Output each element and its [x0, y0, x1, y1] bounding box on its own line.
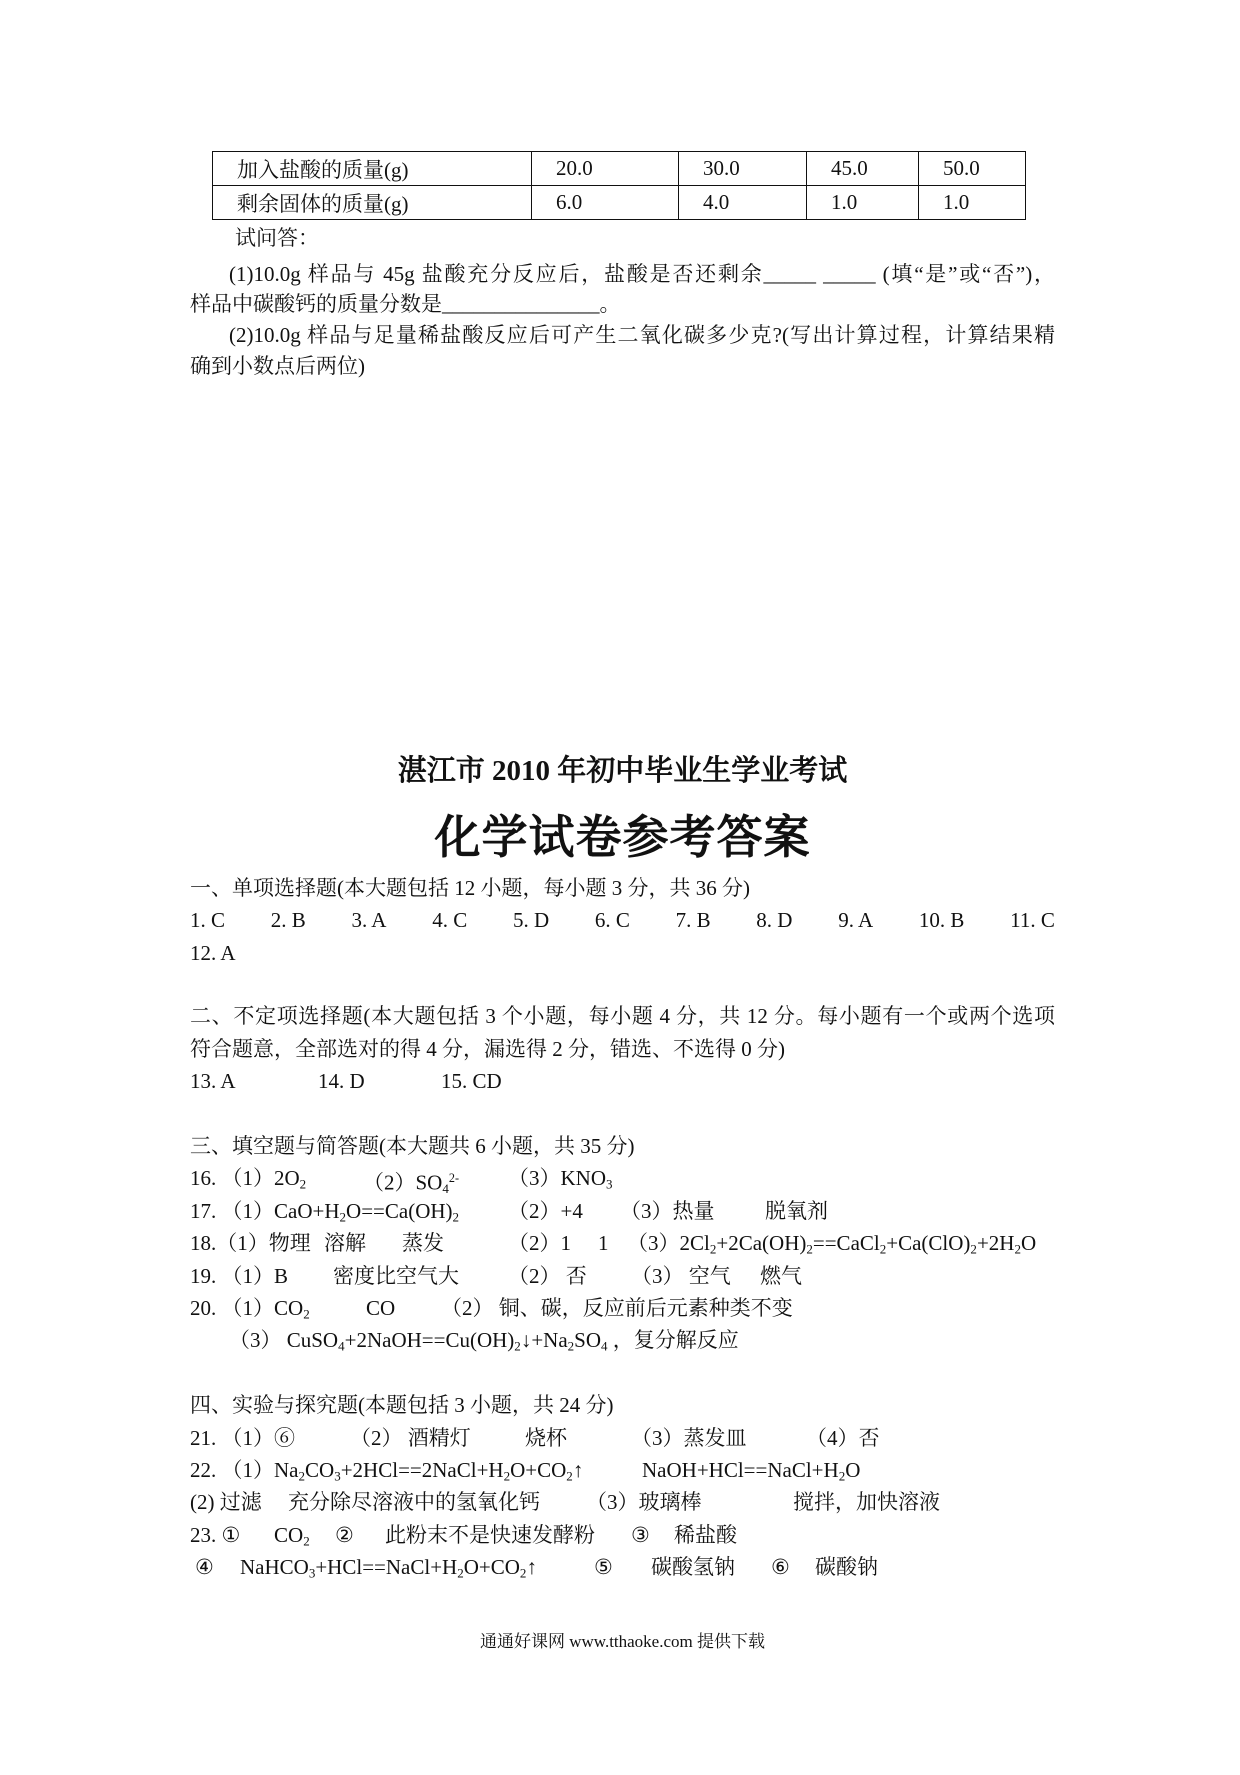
table-cell-value: 30.0 [679, 152, 807, 186]
answer-19 [190, 1260, 1055, 1292]
answer-18-part-1 [190, 1227, 311, 1259]
question-2-line-2: 确到小数点后两位) [190, 354, 365, 378]
answer-19-part-1 [190, 1260, 288, 1292]
text-run: SO [574, 1328, 602, 1352]
text-run: 烧杯 [525, 1426, 567, 1450]
text-run: 蒸发 [402, 1231, 444, 1255]
answer-23-part-1 [190, 1519, 240, 1551]
answer-18-part-2 [324, 1227, 366, 1259]
answer-18-part-3 [402, 1227, 444, 1259]
subscript: 2 [879, 1241, 887, 1257]
answer-18 [190, 1227, 1055, 1259]
answer-21-part-2 [350, 1422, 471, 1454]
text-run: 搅拌，加快溶液 [793, 1490, 940, 1514]
table-row-label: 剩余固体的质量(g) [213, 186, 532, 220]
text-run: （2） 铜、碳，反应前后元素种类不变 [441, 1296, 793, 1320]
text-run: （3）热量 [620, 1199, 715, 1223]
text-run: （2）SO [363, 1170, 443, 1195]
text-run: （2） 酒精灯 [350, 1426, 471, 1450]
text-run: O==Ca(OH) [346, 1199, 453, 1223]
answer-item: 14. D [318, 1069, 365, 1093]
answer-item: 6. C [594, 908, 630, 932]
text-run: NaOH+HCl==NaCl+H [642, 1458, 839, 1482]
text-run: ② [335, 1523, 354, 1547]
answer-item: 4. C [432, 908, 468, 932]
answer-21-part-4 [631, 1422, 747, 1454]
answer-item: 2. B [270, 908, 306, 932]
subscript: 2 [514, 1338, 521, 1354]
text-run: 燃气 [760, 1264, 802, 1288]
subscript: 2 [519, 1565, 527, 1581]
table-cell-value: 6.0 [532, 186, 679, 220]
answer-23-part-10 [651, 1551, 735, 1583]
text-run: +Ca(ClO) [886, 1231, 971, 1255]
page-footer: 通通好课网 www.tthaoke.com 提供下载 [479, 1632, 766, 1651]
text-run: （2） 否 [508, 1264, 587, 1288]
subscript: 3 [606, 1176, 613, 1192]
text-run: （3） 空气 [631, 1264, 731, 1288]
answer-item: 7. B [675, 908, 711, 932]
text-run: 此粉末不是快速发酵粉 [385, 1523, 595, 1547]
answer-23-part-12 [815, 1551, 878, 1583]
question-prompt: 试问答： [235, 226, 319, 250]
text-run: +2NaOH==Cu(OH) [344, 1328, 515, 1352]
text-run: （3）2Cl [627, 1231, 710, 1255]
subscript: 2 [838, 1468, 846, 1484]
answer-23-part-5 [631, 1519, 650, 1551]
table-row [213, 186, 1026, 220]
table-cell-value: 45.0 [807, 152, 919, 186]
subscript: 2 [303, 1306, 310, 1322]
text-run: O [1020, 1231, 1037, 1255]
answer-19-part-5 [760, 1260, 802, 1292]
text-run: 溶解 [324, 1231, 366, 1255]
text-run: 18.（1）物理 [190, 1231, 311, 1255]
answer-20 [190, 1292, 1055, 1324]
text-run: 23. ① [190, 1523, 241, 1547]
answer-22-part-6 [793, 1486, 940, 1518]
answer-item-12: 12. A [190, 941, 236, 965]
answer-item: 15. CD [441, 1069, 502, 1093]
text-run: 16. （1）2O [190, 1166, 300, 1190]
answer-item: 11. C [1010, 908, 1055, 932]
subscript: 3 [308, 1565, 316, 1581]
answer-item: 9. A [838, 908, 874, 932]
superscript: 2- [448, 1171, 460, 1185]
answer-19-part-4 [631, 1260, 731, 1292]
text-run: 碳酸钠 [815, 1555, 878, 1579]
subscript: 2 [566, 1468, 573, 1484]
text-run: CO [305, 1458, 335, 1482]
answer-20-part-3 [441, 1292, 793, 1324]
answer-item: 3. A [351, 908, 387, 932]
answer-21-part-5 [806, 1422, 880, 1454]
section-4-heading: 四、实验与探究题(本题包括 3 小题，共 24 分) [190, 1393, 614, 1417]
table-row-label: 加入盐酸的质量(g) [213, 152, 532, 186]
section-2-heading-line-1: 二、不定项选择题(本大题包括 3 个小题，每小题 4 分，共 12 分。每小题有一个或两个选项 [190, 1004, 1055, 1028]
text-run: ↑ [526, 1555, 537, 1579]
answer-22 [190, 1454, 1055, 1486]
subscript: 2 [457, 1565, 464, 1581]
answer-22-part-4 [288, 1486, 540, 1518]
subscript: 4 [338, 1338, 345, 1354]
text-run: 脱氧剂 [765, 1199, 828, 1223]
text-run: 稀盐酸 [674, 1523, 737, 1547]
text-run: +HCl==NaCl+H [315, 1555, 458, 1579]
text-run: ==CaCl [812, 1231, 880, 1255]
answer-23-part-3 [335, 1519, 354, 1551]
subscript: 4 [601, 1338, 608, 1354]
text-run: 17. （1）CaO+H [190, 1199, 340, 1223]
text-run: （2）1 [508, 1231, 571, 1255]
answer-17-part-2 [508, 1195, 583, 1227]
answer-17-part-3 [620, 1195, 715, 1227]
section-2-heading-line-2: 符合题意，全部选对的得 4 分，漏选得 2 分，错选、不选得 0 分) [190, 1037, 785, 1061]
section-1-answers [190, 904, 1055, 936]
text-run: （3）玻璃棒 [586, 1490, 702, 1514]
text-run: （3） CuSO [229, 1328, 339, 1352]
text-run: +2Ca(OH) [716, 1231, 807, 1255]
subscript: 2 [503, 1468, 511, 1484]
data-table [212, 151, 1026, 220]
table-cell-value: 4.0 [679, 186, 807, 220]
text-run: ⑤ [594, 1555, 613, 1579]
table-cell-value: 1.0 [919, 186, 1026, 220]
section-3-heading: 三、填空题与简答题(本大题共 6 小题，共 35 分) [190, 1134, 635, 1158]
text-run: ，复分解反应 [607, 1328, 739, 1352]
question-1-line-2: 样品中碳酸钙的质量分数是_______________。 [190, 292, 621, 316]
text-run: 19. （1）B [190, 1264, 289, 1288]
answer-21-part-3 [525, 1422, 567, 1454]
answer-20-continued [190, 1324, 1055, 1356]
answer-21-part-1 [190, 1422, 295, 1454]
answer-item: 10. B [918, 908, 965, 932]
subscript: 2 [806, 1241, 813, 1257]
text-run: +2HCl==2NaCl+H [340, 1458, 504, 1482]
answer-item: 5. D [512, 908, 550, 932]
answer-17-part-4 [765, 1195, 828, 1227]
answer-17 [190, 1195, 1055, 1227]
table-cell-value: 20.0 [532, 152, 679, 186]
answer-18-part-5 [598, 1227, 609, 1259]
answer-16 [190, 1162, 1055, 1197]
text-run: （3）蒸发皿 [631, 1426, 747, 1450]
question-1-line-1: (1)10.0g 样品与 45g 盐酸充分反应后，盐酸是否还剩余_____ _____ (填“是”或“否”)， [229, 262, 1055, 286]
answer-18-part-4 [508, 1227, 571, 1259]
answer-23-part-7 [195, 1551, 214, 1583]
text-run: （2）+4 [508, 1199, 583, 1223]
subscript: 2 [1014, 1241, 1021, 1257]
subscript: 4 [442, 1181, 449, 1197]
subscript: 2 [970, 1241, 977, 1257]
text-run: CO [274, 1523, 304, 1547]
answer-22-continued [190, 1486, 1055, 1518]
answer-item: 13. A [190, 1069, 236, 1093]
answer-19-part-3 [508, 1260, 587, 1292]
text-run: ↓+Na [520, 1328, 568, 1352]
subscript: 2 [298, 1468, 306, 1484]
answer-key-subtitle: 化学试卷参考答案 [434, 812, 811, 863]
text-run: 1 [598, 1231, 609, 1255]
answer-23-part-8 [240, 1551, 537, 1590]
answer-23-part-9 [594, 1551, 613, 1583]
answer-23-part-11 [771, 1551, 790, 1583]
text-run: （4）否 [806, 1426, 880, 1450]
answer-22-part-5 [586, 1486, 702, 1518]
answer-item: 8. D [756, 908, 793, 932]
text-run: O+CO [463, 1555, 520, 1579]
answer-23-continued [190, 1551, 1055, 1583]
text-run: 20. （1）CO [190, 1296, 304, 1320]
section-2-answers [190, 1065, 1055, 1097]
answer-23-part-4 [385, 1519, 595, 1551]
text-run: +2H [976, 1231, 1015, 1255]
text-run: O [845, 1458, 861, 1482]
answer-20-part-2 [366, 1292, 395, 1324]
text-run: ④ [195, 1555, 214, 1579]
table-cell-value: 1.0 [807, 186, 919, 220]
answer-21 [190, 1422, 1055, 1454]
answer-22-part-3 [190, 1486, 262, 1518]
answer-23 [190, 1519, 1055, 1551]
text-run: ③ [631, 1523, 650, 1547]
text-run: NaHCO [240, 1555, 309, 1579]
subscript: 2 [299, 1176, 307, 1192]
text-run: 21. （1）⑥ [190, 1426, 295, 1450]
text-run: O+CO [510, 1458, 567, 1482]
subscript: 3 [334, 1468, 341, 1484]
answer-item: 1. C [190, 908, 226, 932]
subscript: 2 [452, 1209, 460, 1225]
answer-key-title: 湛江市 2010 年初中毕业生学业考试 [397, 755, 848, 787]
subscript: 2 [339, 1209, 347, 1225]
text-run: 22. （1）Na [190, 1458, 299, 1482]
answer-19-part-2 [333, 1260, 459, 1292]
text-run: CO [366, 1296, 396, 1320]
text-run: ⑥ [771, 1555, 790, 1579]
text-run: 密度比空气大 [333, 1264, 459, 1288]
subscript: 2 [567, 1338, 575, 1354]
text-run: (2) 过滤 [190, 1490, 262, 1514]
answer-20-part-4 [229, 1324, 739, 1363]
question-2-line-1: (2)10.0g 样品与足量稀盐酸反应后可产生二氧化碳多少克?(写出计算过程，计算结果精 [229, 323, 1055, 347]
answer-23-part-6 [674, 1519, 737, 1551]
text-run: ↑ [572, 1458, 584, 1482]
section-1-heading: 一、单项选择题(本大题包括 12 小题，每小题 3 分，共 36 分) [190, 876, 750, 900]
text-run: （3）KNO [508, 1166, 606, 1190]
table-row [213, 152, 1026, 186]
text-run: 碳酸氢钠 [651, 1555, 735, 1579]
text-run: 充分除尽溶液中的氢氧化钙 [288, 1490, 540, 1514]
table-cell-value: 50.0 [919, 152, 1026, 186]
subscript: 2 [303, 1533, 310, 1549]
subscript: 2 [709, 1241, 717, 1257]
